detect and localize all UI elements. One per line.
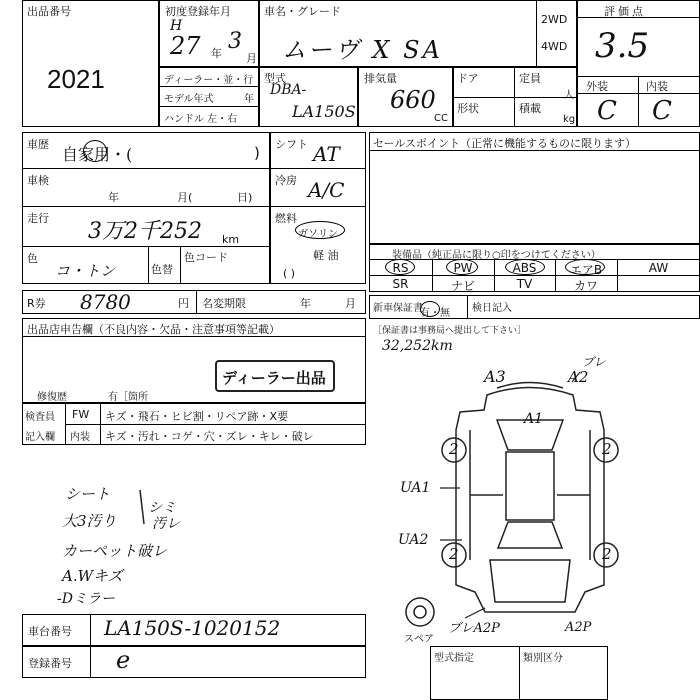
fuel-gasoline: ガソリン: [298, 229, 338, 240]
mark-ua2: UA2: [398, 532, 429, 548]
equip-abs: ABS: [512, 261, 537, 275]
exterior-label: 外装: [586, 80, 608, 93]
reg-number-label: 登録番号: [28, 657, 72, 670]
diagram-header-note: ［保証書は事務局へ提出して下さい］: [373, 326, 527, 336]
chassis-vdivider: [90, 614, 91, 646]
ac-value: A/C: [308, 178, 345, 202]
drive-2wd: 2WD: [541, 13, 568, 26]
dealer-label: ディーラー・並・行: [164, 75, 254, 86]
shift-label: シフト: [275, 138, 308, 151]
ac-label: 冷房: [275, 174, 297, 187]
warranty-label: 新車保証書: [373, 303, 423, 314]
shift-value: AT: [313, 142, 340, 166]
repair-value: 有［箇所: [108, 392, 148, 403]
registration-era: H: [170, 18, 183, 34]
reg-number-value: e: [116, 646, 131, 674]
fuel-label: 燃料: [275, 212, 297, 225]
inspector-int-items: キズ・汚れ・コゲ・穴・ズレ・キレ・破レ: [105, 430, 314, 443]
note-line-2b: 汚レ: [152, 516, 180, 532]
fuel-diesel: 軽 油: [313, 249, 339, 262]
capacity-label: 定員: [519, 72, 541, 85]
inspector-label-1: 検査員: [25, 412, 55, 423]
inspection-label: 車検: [27, 174, 49, 187]
equip-airbag: エアB: [569, 263, 603, 277]
inspector-fw-items: キズ・飛石・ヒビ割・リペア跡・X要: [105, 410, 289, 423]
cc-unit: CC: [434, 113, 448, 124]
warranty-value: 有・無: [420, 308, 450, 319]
color-label: 色: [27, 252, 38, 265]
equipment-label: 装備品（純正品に限り○印をつけてください）: [392, 250, 601, 261]
chassis-label: 車台番号: [28, 625, 72, 638]
shape-label: 形状: [457, 102, 479, 115]
year-unit: 年: [211, 47, 222, 60]
note-line-2: 大3汚り: [62, 512, 117, 530]
history-paren: ): [254, 144, 260, 162]
equip-aw: AW: [648, 261, 669, 275]
type-value-1: DBA-: [270, 82, 307, 98]
mark-a1: A1: [524, 411, 544, 427]
mileage-label: 走行: [27, 212, 49, 225]
month-unit: 月: [246, 52, 257, 65]
type-designation-divider: [519, 646, 520, 700]
note-line-1b: シミ: [148, 500, 176, 516]
history-label: 車歴: [27, 138, 49, 151]
manual-label: 検日記入: [472, 303, 512, 314]
kg-unit: kg: [563, 114, 576, 125]
recycle-value: 8780: [80, 290, 131, 314]
equip-tv: TV: [516, 277, 533, 291]
color2-label: 色替: [151, 263, 173, 276]
type-designation-label: 型式指定: [434, 653, 474, 664]
equip-rs: RS: [392, 261, 409, 275]
interior-label: 内装: [646, 80, 668, 93]
repair-label: 修復歴: [37, 392, 67, 403]
handle-label: ハンドル 左・右: [164, 114, 238, 125]
inspector-fw: FW: [72, 408, 90, 421]
wheel-rl-grade: 2: [449, 545, 459, 563]
equip-pw: PW: [453, 261, 473, 275]
note-line-1: シート: [65, 485, 111, 503]
reg-vdivider: [90, 646, 91, 678]
type-label: 型式: [264, 72, 286, 85]
name-grade-label: 車名・グレード: [264, 5, 341, 18]
spare-label: スペア: [404, 634, 434, 645]
recycle-label: R券: [27, 297, 46, 310]
note-line-4: A.Wキズ: [62, 567, 123, 585]
mark-ua1: UA1: [400, 480, 431, 496]
name-change-label: 名変期限: [202, 297, 246, 310]
name-change-year: 年: [300, 297, 311, 310]
name-change-month: 月: [345, 297, 356, 310]
inspection-day: 日): [237, 191, 253, 204]
mileage-value: 3万2千252: [88, 219, 202, 244]
reg-number-box: [22, 646, 366, 678]
mark-rear-right: A2P: [565, 620, 592, 635]
score-label: 評価点: [604, 5, 646, 18]
inspection-year: 年: [108, 191, 119, 204]
wheel-fr-grade: 2: [602, 440, 612, 458]
equip-sr: SR: [392, 277, 409, 291]
displacement-label: 排気量: [364, 72, 397, 85]
km-unit: km: [222, 233, 240, 246]
mark-a2-top: A2: [568, 368, 589, 386]
recycle-yen: 円: [178, 297, 189, 310]
lot-number-value: 2021: [47, 64, 105, 94]
load-label: 積載: [519, 102, 541, 115]
color-value: コ・トン: [55, 262, 116, 280]
chassis-value: LA150S-1020152: [104, 616, 281, 640]
dealer-stamp-text: ディーラー出品: [222, 369, 326, 387]
lot-number-label: 出品番号: [27, 5, 71, 18]
category-label: 類別区分: [523, 653, 563, 664]
wheel-rr-grade: 2: [602, 545, 612, 563]
mark-a3: A3: [484, 367, 506, 386]
diagram-mileage: 32,252km: [382, 338, 453, 354]
registration-year: 27: [170, 32, 201, 60]
wheel-fl-grade: 2: [449, 440, 459, 458]
model-year-label: モデル年式: [164, 94, 214, 105]
equip-navi: ナビ: [450, 279, 475, 293]
fuel-other: ( ): [283, 267, 296, 280]
door-label: ドア: [457, 72, 479, 85]
score-value: 3.5: [595, 26, 650, 66]
capacity-unit: 人: [564, 90, 574, 101]
exterior-value: C: [597, 96, 617, 126]
inspection-month: 月(: [177, 191, 193, 204]
report-label: 出品店申告欄（不良内容・欠品・注意事項等記載）: [27, 323, 280, 336]
displacement-value: 660: [390, 86, 436, 114]
type-value-2: LA150S: [292, 102, 356, 121]
note-line-5: -Dミラー: [57, 591, 115, 607]
name-grade-value: ムーヴ X SA: [282, 36, 443, 64]
color-code-label: 色コード: [184, 251, 228, 264]
equip-leather: カワ: [573, 279, 598, 293]
model-year-unit: 年: [244, 94, 254, 105]
inspector-label-2: 記入欄: [25, 432, 55, 443]
note-line-3: カーペット破レ: [62, 542, 168, 560]
registration-month: 3: [228, 29, 242, 54]
mark-rear-left: ブレA2P: [448, 621, 500, 636]
history-value: 自家用・(: [62, 145, 133, 164]
sales-point-label: セールスポイント（正常に機能するものに限ります）: [373, 137, 637, 150]
mark-bure-top: ブレ: [582, 355, 606, 369]
inspector-int: 内装: [70, 432, 90, 443]
interior-value: C: [652, 96, 672, 126]
drive-4wd: 4WD: [541, 40, 568, 53]
first-registration-label: 初度登録年月: [165, 5, 231, 18]
